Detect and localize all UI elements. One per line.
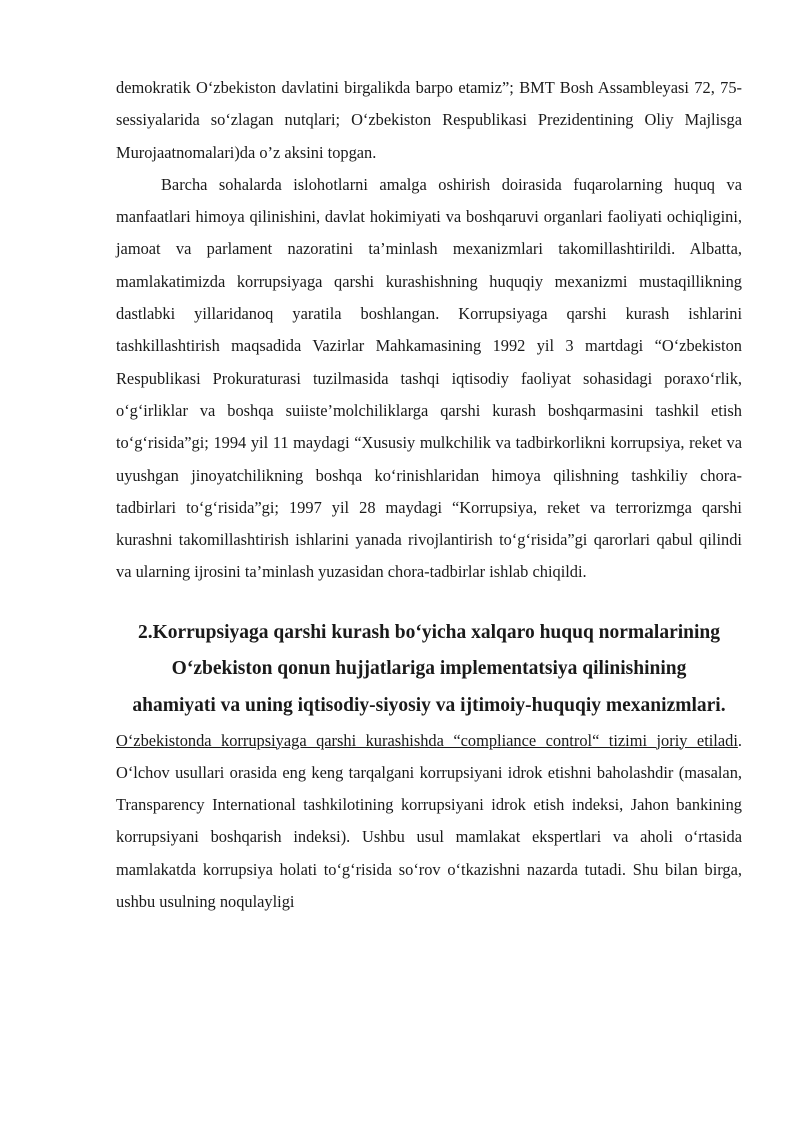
section-heading: 2.Korrupsiyaga qarshi kurash bo‘yicha xalqaro huquq normalarining O‘zbekiston qonun hujjatlariga implementatsiya qilinishining ahamiyati va uning iqtisodiy-siyosiy va ijtimoiy-huquqiy mexanizmlari. <box>132 621 726 716</box>
paragraph-reforms: Barcha sohalarda islohotlarni amalga oshirish doirasida fuqarolarning huquq va manfaatlari himoya qilinishini, davlat hokimiyati va boshqaruvi organlari faoliyati ochiqligini, jamoat va parlament nazoratini ta’minlash mexanizmlari takomillashtirildi. Albatta, mamlakatimizda korrupsiyaga qarshi kurashishning huquqiy mexanizmi mustaqillikning dastlabki yillaridanoq yaratila boshlangan. Korrupsiyaga qarshi kurash ishlarini tashkillashtirish maqsadida Vazirlar Mahkamasining 1992 yil 3 martdagi “O‘zbekiston Respublikasi Prokuraturasi tuzilmasida tashqi iqtisodiy faoliyat sohasidagi poraxo‘rlik, o‘g‘irliklar va boshqa suiiste’molchiliklarga qarshi kurash boshqarmasini tashkil etish to‘g‘risida”gi; 1994 yil 11 maydagi “Xususiy mulkchilik va tadbirkorlikni korrupsiya, reket va uyushgan jinoyatchilikning boshqa ko‘rinishlaridan himoya qilishning tashkiliy chora-tadbirlari to‘g‘risida”gi; 1997 yil 28 maydagi “Korrupsiya, reket va terrorizmga qarshi kurashni takomillashtirish ishlarini yanada rivojlantirish to‘g‘risida”gi qarorlari qabul qilindi va ularning ijrosini ta’minlash yuzasidan chora-tadbirlar ishlab chiqildi. <box>116 174 742 582</box>
section-paragraph <box>116 725 742 919</box>
underlined-lead-text: O‘zbekistonda korrupsiyaga qarshi kurashishda “compliance control“ tizimi joriy etiladi <box>116 730 738 750</box>
paragraph-continued: demokratik O‘zbekiston davlatini birgalikda barpo etamiz”; BMT Bosh Assambleyasi 72, 75-sessiyalarida so‘zlagan nutqlari; O‘zbekiston Respublikasi Prezidentining Oliy Majlisga Murojaatnomalari)da o’z aksini topgan. <box>116 78 742 162</box>
section-paragraph-rest: . O‘lchov usullari orasida eng keng tarqalgani korrupsiyani idrok etishni baholashdir (masalan, Transparency International tashkilotining korrupsiyani idrok etish indeksi, Jahon bankining korrupsiyani boshqarish indeksi). Ushbu usul mamlakat ekspertlari va aholi o‘rtasida mamlakatda korrupsiya holati to‘g‘risida so‘rov o‘tkazishni nazarda tutadi. Shu bilan birga, ushbu usulning noqulayligi <box>116 730 742 912</box>
document-page <box>116 72 742 918</box>
